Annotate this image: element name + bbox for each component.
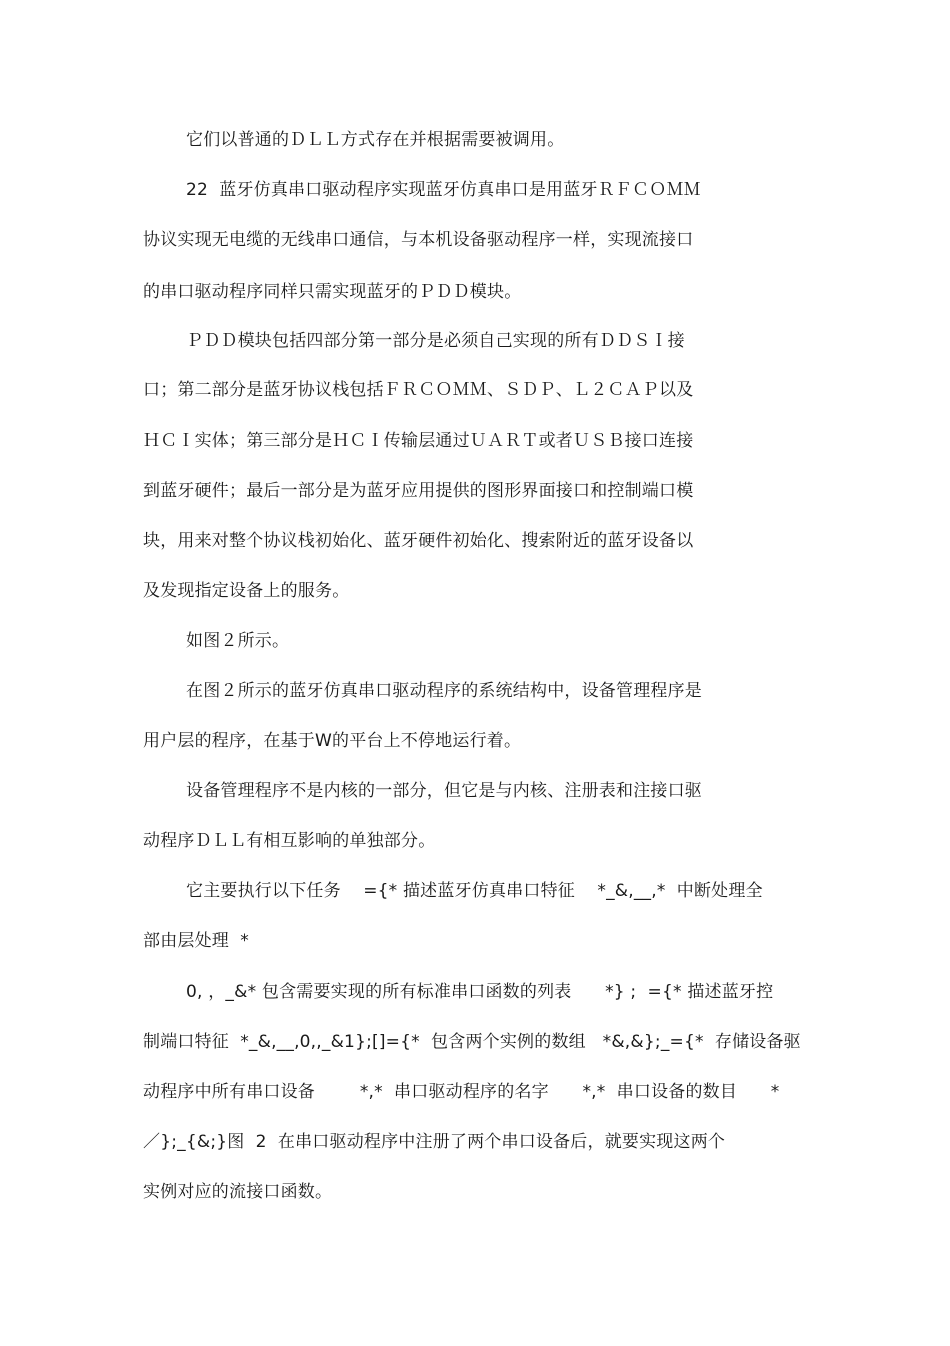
- text-line: 22 蓝牙仿真串口驱动程序实现蓝牙仿真串口是用蓝牙ＲＦＣＯＭＭ: [186, 180, 701, 200]
- text-line: 动程序ＤＬＬ有相互影响的单独部分。: [143, 831, 436, 851]
- text-line: 设备管理程序不是内核的一部分，但它是与内核、注册表和注接口驱: [186, 781, 702, 801]
- text-line: 在图２所示的蓝牙仿真串口驱动程序的系统结构中，设备管理程序是: [186, 681, 702, 701]
- text-line: 如图２所示。: [186, 631, 290, 651]
- text-line: 实例对应的流接口函数。: [143, 1182, 333, 1202]
- text-line: 部由层处理 *: [143, 931, 249, 951]
- text-line: 口；第二部分是蓝牙协议栈包括ＦＲＣＯＭＭ、ＳＤＰ、Ｌ２ＣＡＰ以及: [143, 380, 694, 400]
- text-line: ＰＤＤ模块包括四部分第一部分是必须自己实现的所有ＤＤＳＩ接: [186, 331, 685, 351]
- text-line: 制端口特征 *_&,__,0,,_&1};[]={* 包含两个实例的数组 *&,&};_={* 存储设备驱: [143, 1032, 801, 1052]
- text-line: 动程序中所有串口设备 *,* 串口驱动程序的名字 *,* 串口设备的数目 *: [143, 1082, 780, 1102]
- text-line: 及发现指定设备上的服务。: [143, 581, 350, 601]
- text-line: 0, ，_&* 包含需要实现的所有标准串口函数的列表 *} ; ={* 描述蓝牙控: [186, 982, 774, 1002]
- text-line: 协议实现无电缆的无线串口通信，与本机设备驱动程序一样，实现流接口: [143, 230, 694, 250]
- text-line: ＨＣＩ实体；第三部分是ＨＣＩ传输层通过ＵＡＲＴ或者ＵＳＢ接口连接: [143, 431, 694, 451]
- text-line: 用户层的程序，在基于W的平台上不停地运行着。: [143, 731, 522, 751]
- text-line: 块，用来对整个协议栈初始化、蓝牙硬件初始化、搜索附近的蓝牙设备以: [143, 531, 694, 551]
- text-line: 它主要执行以下任务 ={* 描述蓝牙仿真串口特征 *_&,__,* 中断处理全: [186, 881, 763, 901]
- text-line: 的串口驱动程序同样只需实现蓝牙的ＰＤＤ模块。: [143, 282, 522, 302]
- text-line: ／};_{&;}图 2 在串口驱动程序中注册了两个串口设备后，就要实现这两个: [143, 1132, 726, 1152]
- text-line: 它们以普通的ＤＬＬ方式存在并根据需要被调用。: [186, 130, 565, 150]
- text-line: 到蓝牙硬件；最后一部分是为蓝牙应用提供的图形界面接口和控制端口模: [143, 481, 694, 501]
